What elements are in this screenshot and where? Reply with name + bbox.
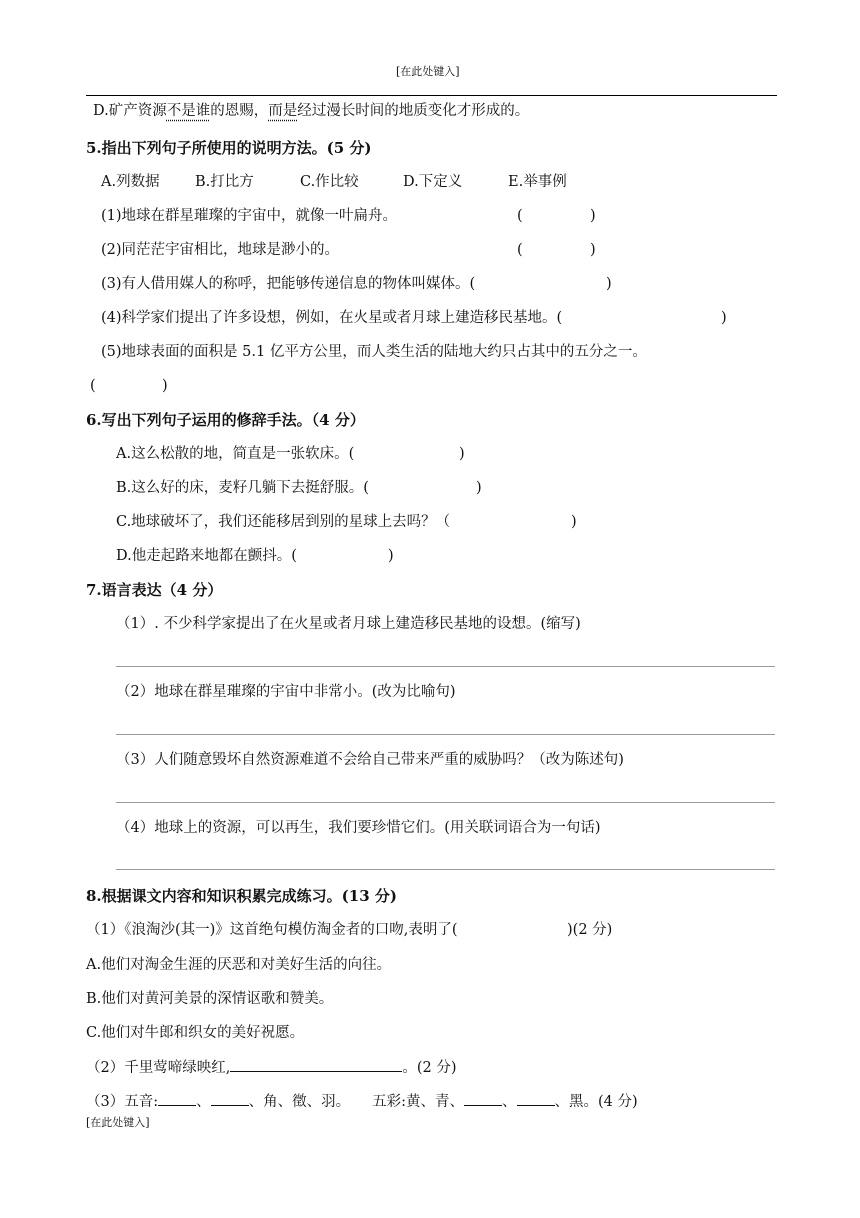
header-rule: [86, 95, 777, 96]
q7-answer-line-2[interactable]: [116, 734, 775, 735]
q5-item-4: (4)科学家们提出了许多设想，例如，在火星或者月球上建造移民基地。(: [101, 310, 563, 326]
q8-item-3-blank-1[interactable]: [158, 1091, 196, 1106]
q5-option-d: D.下定义: [403, 174, 463, 190]
q7-answer-line-4[interactable]: [116, 869, 775, 870]
q5-answer-1-open[interactable]: (: [517, 208, 523, 224]
q6-answer-b-close: ): [476, 480, 482, 496]
option-d-mid: 的恩赐，: [210, 103, 269, 119]
q8-choice-a: A.他们对淘金生涯的厌恶和对美好生活的向往。: [86, 957, 392, 973]
q5-item-2: (2)同茫茫宇宙相比，地球是渺小的。: [101, 242, 340, 258]
q8-item-2-text: （2）千里莺啼绿映红,: [86, 1060, 231, 1076]
q7-item-4: （4）地球上的资源，可以再生，我们要珍惜它们。(用关联词语合为一句话): [116, 820, 601, 836]
q8-item-1-end: )(2 分): [567, 922, 613, 938]
q5-answer-4-close: ): [721, 310, 727, 326]
dotted-text-2: 而是: [268, 103, 298, 119]
q5-answer-2-open[interactable]: (: [517, 242, 523, 258]
q8-item-2-end: 。(2 分): [402, 1060, 457, 1076]
q5-answer-3-close: ): [606, 276, 612, 292]
header-placeholder: [在此处键入]: [396, 65, 460, 78]
q6-item-c: C.地球破坏了，我们还能移居到别的星球上去吗？（: [116, 514, 451, 530]
q8-item-2: [86, 1057, 457, 1078]
q6-answer-a-close: ): [459, 446, 465, 462]
q6-item-b: B.这么好的床，麦籽几躺下去挺舒服。(: [116, 480, 369, 496]
q8-title: 8.根据课文内容和知识积累完成练习。(13 分): [86, 887, 397, 905]
q7-item-1: （1）. 不少科学家提出了在火星或者月球上建造移民基地的设想。(缩写): [116, 616, 581, 632]
q8-item-3-wucai: 五彩:黄、青、: [372, 1094, 465, 1110]
q6-answer-d-close: ): [388, 548, 394, 564]
q6-item-a: A.这么松散的地，简直是一张软床。(: [116, 446, 355, 462]
q6-answer-c-close: ): [571, 514, 577, 530]
q8-item-3-mid: 、角、徵、羽。: [248, 1094, 351, 1110]
q8-item-3-blank-4[interactable]: [517, 1091, 555, 1106]
q7-item-3: （3）人们随意毁坏自然资源难道不会给自己带来严重的威胁吗？（改为陈述句): [116, 752, 624, 768]
q5-answer-1-close: ): [590, 208, 596, 224]
q8-item-2-blank[interactable]: [230, 1057, 402, 1072]
q8-item-1: （1）《浪淘沙(其一)》这首绝句模仿淘金者的口吻,表明了(: [86, 922, 458, 938]
q5-title: 5.指出下列句子所使用的说明方法。(5 分): [86, 139, 372, 157]
q7-title: 7.语言表达（4 分）: [86, 581, 223, 599]
dotted-text: 不是谁: [166, 103, 211, 119]
q5-answer-5-close: ): [162, 378, 168, 394]
q5-option-c: C.作比较: [300, 174, 359, 190]
q5-option-e: E.举事例: [508, 174, 567, 190]
q5-item-3: (3)有人借用媒人的称呼，把能够传递信息的物体叫媒体。(: [101, 276, 476, 292]
option-d-rest: 经过漫长时间的地质变化才形成的。: [297, 103, 530, 119]
q5-option-b: B.打比方: [195, 174, 254, 190]
q7-answer-line-1[interactable]: [116, 666, 775, 667]
q8-item-3-end: 、黑。(4 分): [554, 1094, 638, 1110]
q8-choice-c: C.他们对牛郎和织女的美好祝愿。: [86, 1025, 305, 1041]
q8-item-3: [86, 1091, 638, 1112]
q5-option-a: A.列数据: [101, 174, 160, 190]
q5-answer-2-close: ): [590, 242, 596, 258]
q8-item-3-blank-2[interactable]: [211, 1091, 249, 1106]
option-d-prefix: D.矿产资源: [93, 103, 167, 119]
dotted-emphasis: [167, 103, 211, 119]
separator: 、: [196, 1094, 211, 1110]
q7-answer-line-3[interactable]: [116, 802, 775, 803]
footer-placeholder: [在此处键入]: [86, 1116, 150, 1129]
q5-answer-5-open[interactable]: (: [90, 378, 96, 394]
q8-item-3-blank-3[interactable]: [464, 1091, 502, 1106]
q7-item-2: （2）地球在群星璀璨的宇宙中非常小。(改为比喻句): [116, 684, 456, 700]
q6-item-d: D.他走起路来地都在颤抖。(: [116, 548, 297, 564]
q8-item-3-text: （3）五音:: [86, 1094, 159, 1110]
option-d-line: [93, 101, 529, 121]
q5-item-1: (1)地球在群星璀璨的宇宙中，就像一叶扁舟。: [101, 208, 398, 224]
separator: 、: [502, 1094, 517, 1110]
q6-title: 6.写出下列句子运用的修辞手法。（4 分）: [86, 411, 365, 429]
q5-item-5: (5)地球表面的面积是 5.1 亿平方公里，而人类生活的陆地大约只占其中的五分之一。: [101, 344, 647, 360]
q8-choice-b: B.他们对黄河美景的深情讴歌和赞美。: [86, 991, 334, 1007]
